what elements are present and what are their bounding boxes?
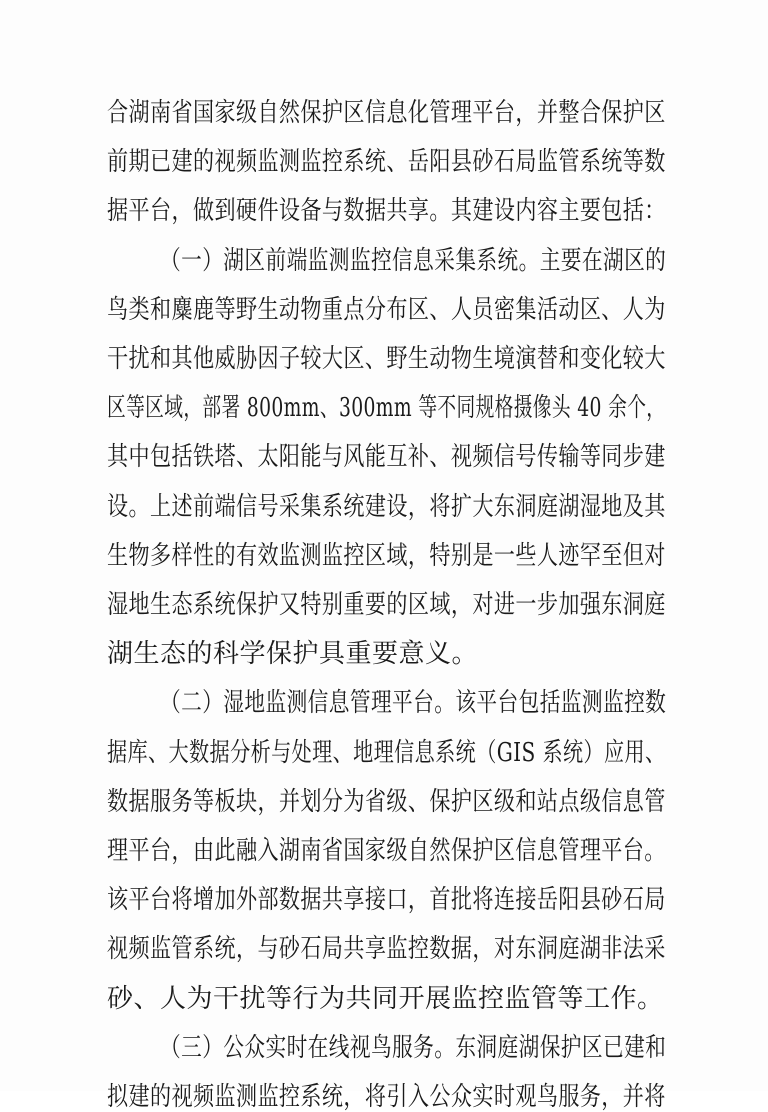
text-line: 视频监管系统，与砂石局共享监控数据，对东洞庭湖非法采 [107,934,666,965]
text-line: 该平台将增加外部数据共享接口，首批将连接岳阳县砂石局 [107,885,666,916]
text-line: 设。上述前端信号采集系统建设，将扩大东洞庭湖湿地及其 [107,491,666,522]
text-line: 理平台，由此融入湖南省国家级自然保护区信息管理平台。 [107,836,666,866]
text-line: 前期已建的视频监测监控系统、岳阳县砂石局监管系统等数 [107,147,666,178]
text-line: 砂、人为干扰等行为共同开展监控监管等工作。 [107,983,664,1014]
text-line: 拟建的视频监测监控系统，将引入公众实时观鸟服务，并将 [107,1082,666,1112]
text-line: 干扰和其他威胁因子较大区、野生动物生境演替和变化较大 [107,344,666,374]
text-line: 据平台，做到硬件设备与数据共享。其建设内容主要包括： [107,196,666,227]
text-line: 其中包括铁塔、太阳能与风能互补、视频信号传输等同步建 [107,442,666,473]
text-line: 据库、大数据分析与处理、地理信息系统（GIS 系统）应用、 [107,737,666,768]
text-line: 区等区域，部署 800mm、300mm 等不同规格摄像头 40 余个， [107,393,666,424]
section-heading-line: （二）湿地监测信息管理平台。该平台包括监测监控数 [160,688,667,719]
text-line: 湿地生态系统保护又特别重要的区域，对进一步加强东洞庭 [107,590,666,620]
text-line: 鸟类和麋鹿等野生动物重点分布区、人员密集活动区、人为 [107,294,666,325]
text-line: 生物多样性的有效监测监控区域，特别是一些人迹罕至但对 [107,540,666,571]
text-line: 数据服务等板块，并划分为省级、保护区级和站点级信息管 [107,786,666,817]
text-line: 湖生态的科学保护具重要意义。 [107,639,479,670]
text-line: 合湖南省国家级自然保护区信息化管理平台，并整合保护区 [107,98,666,128]
section-heading-line: （一）湖区前端监测监控信息采集系统。主要在湖区的 [160,245,667,276]
section-heading-line: （三）公众实时在线视鸟服务。东洞庭湖保护区已建和 [160,1032,667,1063]
